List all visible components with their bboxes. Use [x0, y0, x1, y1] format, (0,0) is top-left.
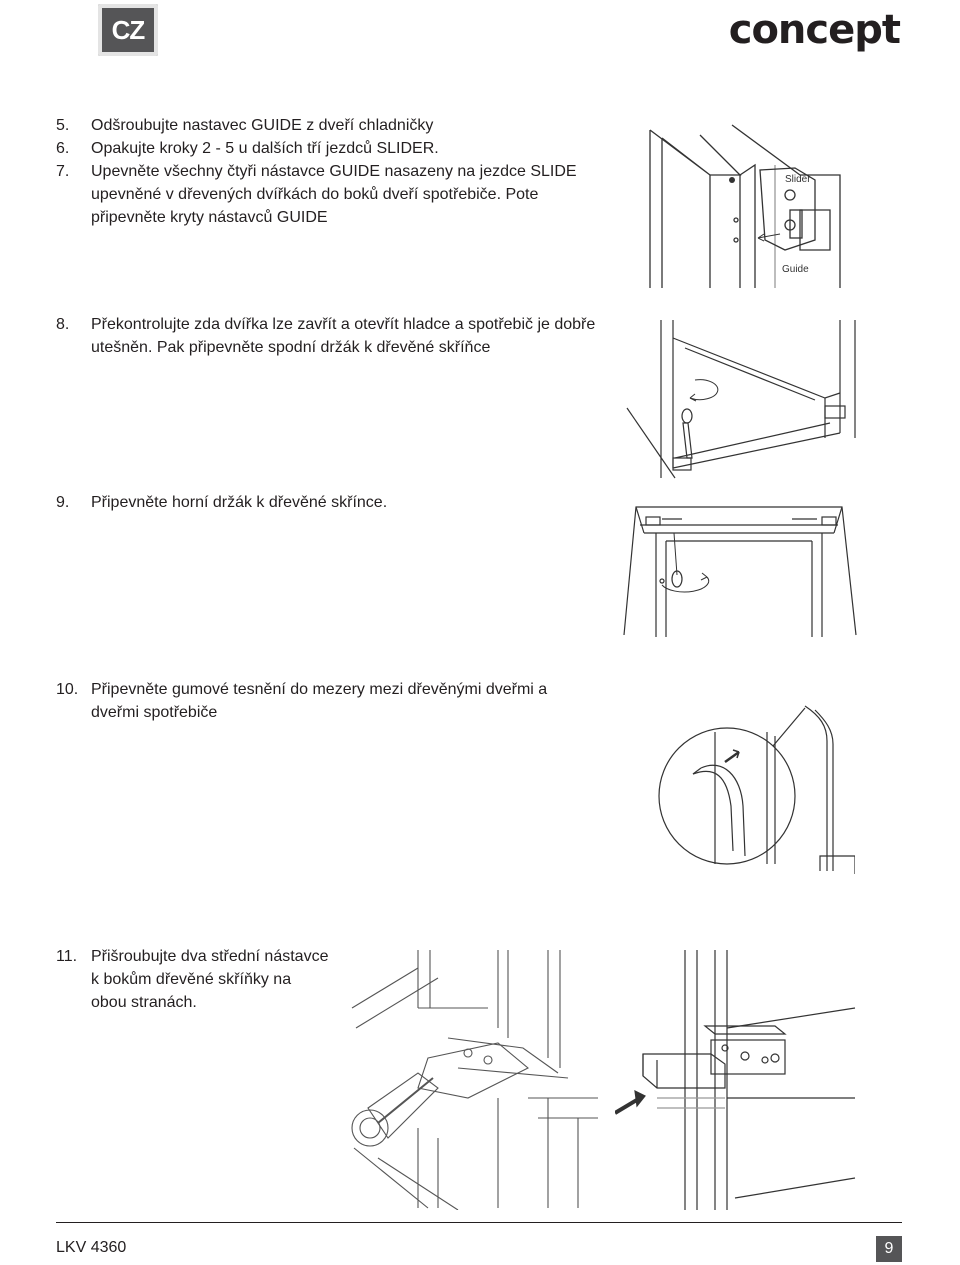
step-number: 9. [56, 494, 70, 511]
page-number: 9 [876, 1236, 902, 1262]
step-text: Upevněte všechny čtyři nástavce GUIDE nasazeny na jezdce SLIDE [91, 163, 577, 180]
step-11-line-3: obou stranách. [91, 994, 197, 1011]
step-9 [56, 491, 387, 514]
step-number: 6. [56, 140, 70, 157]
step-7-line-3: připevněte kryty nástavců GUIDE [91, 209, 328, 226]
step-8 [56, 313, 595, 336]
brand-logo: concept [728, 7, 900, 53]
slider-label: Slider [785, 174, 811, 185]
step-11-line-2: k bokům dřevěné skříňky na [91, 971, 292, 988]
step-10-line-2: dveřmi spotřebiče [91, 704, 218, 721]
step-number: 7. [56, 163, 70, 180]
step-7 [56, 160, 577, 183]
model-number: LKV 4360 [56, 1239, 127, 1256]
step-6 [56, 137, 439, 160]
step-number: 10. [56, 681, 79, 698]
step-number: 11. [56, 948, 78, 965]
language-badge: CZ [98, 4, 158, 56]
step-8-line-2: utešněn. Pak připevněte spodní držák k dřevěné skříňce [91, 339, 491, 356]
step-5 [56, 114, 433, 137]
step-text: Odšroubujte nastavec GUIDE z dveří chladničky [91, 117, 434, 134]
step-11 [56, 945, 328, 968]
step-text: Připevněte horní držák k dřevěné skřínce. [91, 494, 388, 511]
footer-rule [56, 1222, 902, 1223]
step-7-line-2: upevněné v dřevených dvířkách do boků dveří spotřebiče. Pote [91, 186, 539, 203]
figure-rubber-seal [655, 696, 855, 876]
step-10 [56, 678, 547, 701]
step-text: Připevněte gumové tesnění do mezery mezi dřevěnými dveřmi a [91, 681, 548, 698]
step-text: Překontrolujte zda dvířka lze zavřít a otevřít hladce a spotřebič je dobře [91, 316, 596, 333]
figure-middle-bracket-screw [348, 948, 600, 1210]
step-text: Opakujte kroky 2 - 5 u dalších tří jezdců SLIDER. [91, 140, 439, 157]
figure-bottom-bracket [625, 318, 865, 483]
step-number: 8. [56, 316, 70, 333]
step-text: Přišroubujte dva střední nástavce [91, 948, 329, 965]
figure-top-bracket [622, 505, 862, 640]
figure-middle-bracket-assembly [615, 948, 860, 1210]
step-number: 5. [56, 117, 70, 134]
guide-label: Guide [782, 264, 809, 275]
figure-slider-guide [640, 120, 860, 290]
